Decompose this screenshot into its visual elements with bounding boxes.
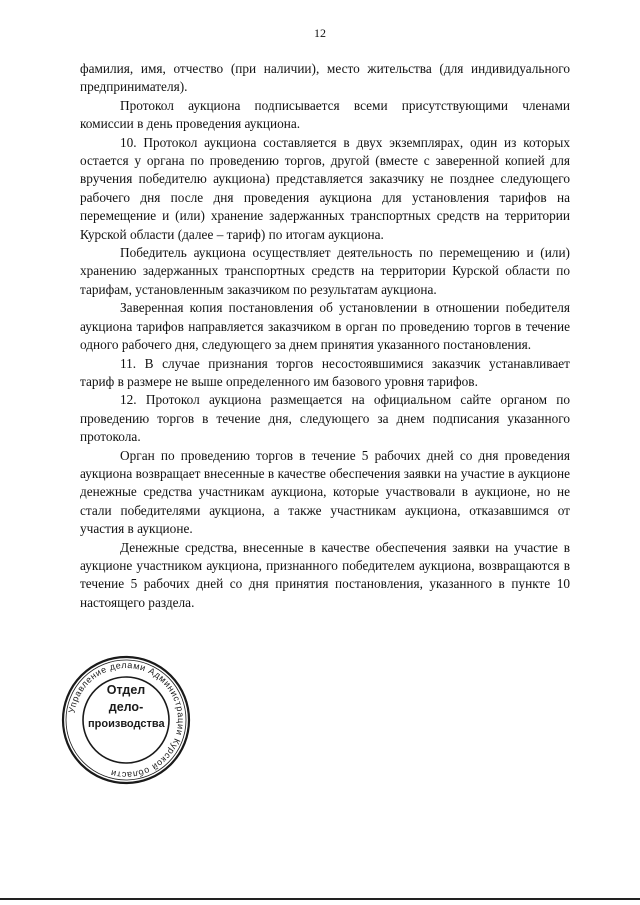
paragraph-6: 11. В случае признания торгов несостоявшимися заказчик устанавливает тариф в размере не выше определенного им базового уровня тарифов. [80,355,570,389]
paragraph-8: Орган по проведению торгов в течение 5 рабочих дней со дня проведения аукциона возвращает внесенные в качестве обеспечения заявки на участие в аукционе денежные средства участникам аукциона, которые участвовали в аукционе, но не стали победителями аукциона, а также участникам аукциона, отказавшимся от участия в аукционе. [80,447,570,537]
paragraph-2: Протокол аукциона подписывается всеми присутствующими членами комиссии в день проведения аукциона. [80,97,570,132]
stamp-line-2: дело- [108,700,144,714]
paragraph-7: 12. Протокол аукциона размещается на официальном сайте органом по проведению торгов в течение дня, следующего за днем подписания указанного протокола. [80,392,570,445]
paragraph-5: Заверенная копия постановления об установлении в отношении победителя аукциона тарифов направляется заказчиком в орган по проведению торгов в течение одного рабочего дня, следующего за днем принятия указанного постановления. [80,300,570,353]
stamp-inner-text [88,682,164,733]
document-body [80,60,570,612]
paragraph-9: Денежные средства, внесенные в качестве обеспечения заявки на участие в аукционе участником аукциона, признанного победителем аукциона, возвращаются в течение 5 рабочих дней со дня принятия постановления, указанного в пункте 10 настоящего раздела. [80,539,570,610]
stamp-line-3: производства [88,718,165,730]
paragraph-1: фамилия, имя, отчество (при наличии), место жительства (для индивидуального предпринимателя). [80,61,570,95]
page-number: 12 [314,26,326,40]
paragraph-3: 10. Протокол аукциона составляется в двух экземплярах, один из которых остается у органа по проведению торгов, другой (вместе с заверенной копией для вручения победителю аукциона) представляется заказчику не позднее следующего рабочего дня после дня проведения аукциона для установления тарифов на перемещение и (или) хранение задержанных транспортных средств на территории Курской области (далее – тариф) по итогам аукциона. [80,134,570,242]
page-bottom-edge [0,898,640,900]
paragraph-4: Победитель аукциона осуществляет деятельность по перемещению и (или) хранению задержанных транспортных средств на территории Курской области по тарифам, установленным заказчиком по результатам аукциона. [80,245,570,297]
stamp-ring-text: Управление делами Администрации Курской области [66,659,187,781]
office-stamp [60,654,192,786]
stamp-line-1: Отдел [106,683,146,697]
